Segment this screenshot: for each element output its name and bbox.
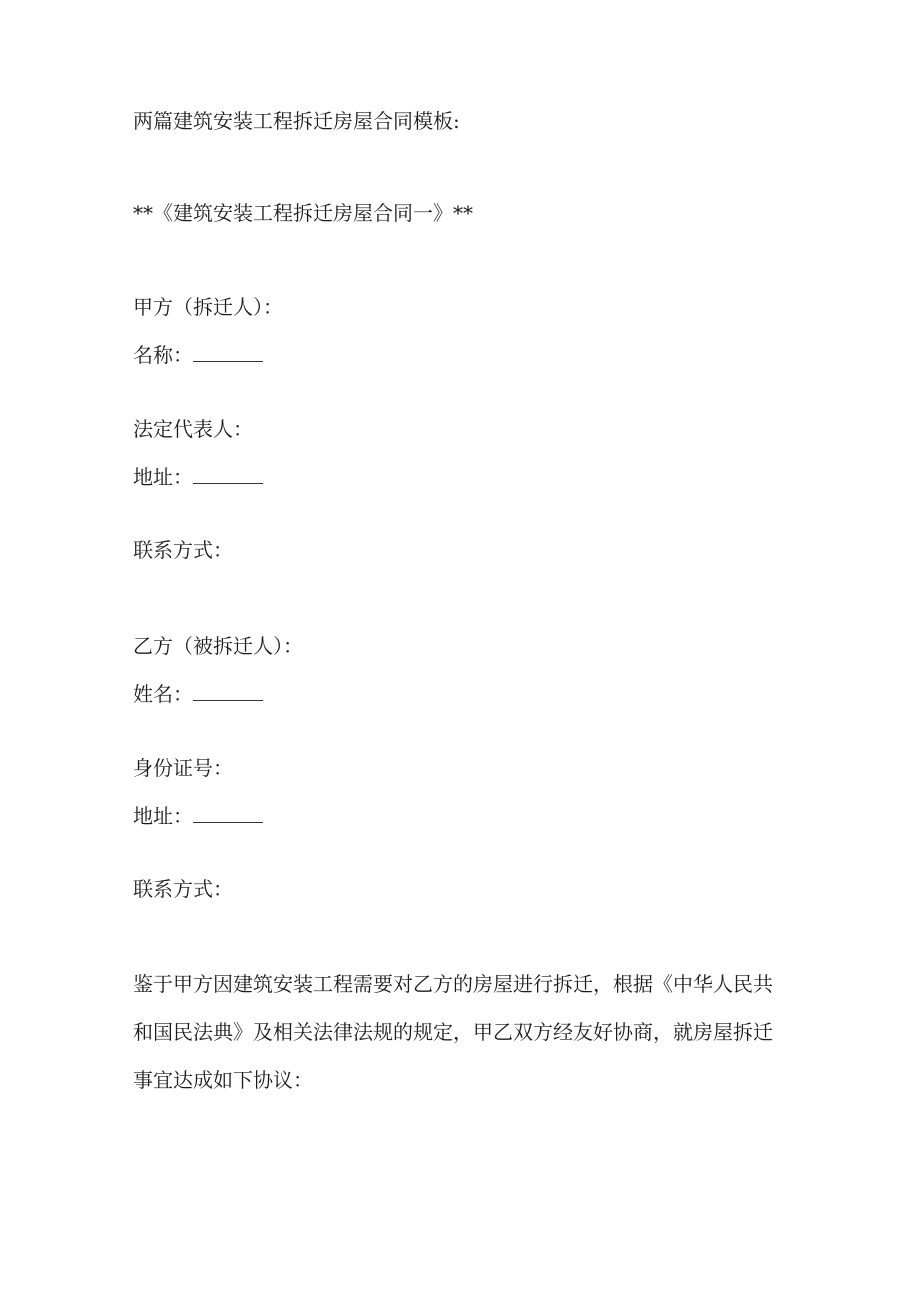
party-b-address-blank — [193, 805, 263, 823]
party-a-name-blank — [193, 344, 263, 362]
contract-title: **《建筑安装工程拆迁房屋合同一》** — [133, 201, 473, 225]
party-a-name-row — [133, 342, 263, 368]
party-b-title: 乙方（被拆迁人）： — [133, 634, 303, 658]
party-b-name-label: 姓名： — [133, 682, 193, 706]
party-a-contact-label: 联系方式： — [133, 538, 233, 562]
party-b-address-label: 地址： — [133, 804, 193, 828]
party-a-title: 甲方（拆迁人）： — [133, 295, 283, 319]
party-b-address-row — [133, 803, 263, 829]
party-a-address-blank — [193, 466, 263, 484]
party-b-contact-label: 联系方式： — [133, 877, 233, 901]
party-a-address-label: 地址： — [133, 465, 193, 489]
party-b-name-blank — [193, 683, 263, 701]
document-heading: 两篇建筑安装工程拆迁房屋合同模板: — [133, 109, 460, 133]
party-a-name-label: 名称： — [133, 343, 193, 367]
party-a-rep-label: 法定代表人： — [133, 417, 253, 441]
party-b-name-row — [133, 681, 263, 707]
party-b-id-label: 身份证号： — [133, 756, 233, 780]
preamble-paragraph: 鉴于甲方因建筑安装工程需要对乙方的房屋进行拆迁，根据《中华人民共和国民法典》及相关法律法规的规定，甲乙双方经友好协商，就房屋拆迁事宜达成如下协议： — [133, 972, 773, 1092]
party-a-address-row — [133, 464, 263, 490]
